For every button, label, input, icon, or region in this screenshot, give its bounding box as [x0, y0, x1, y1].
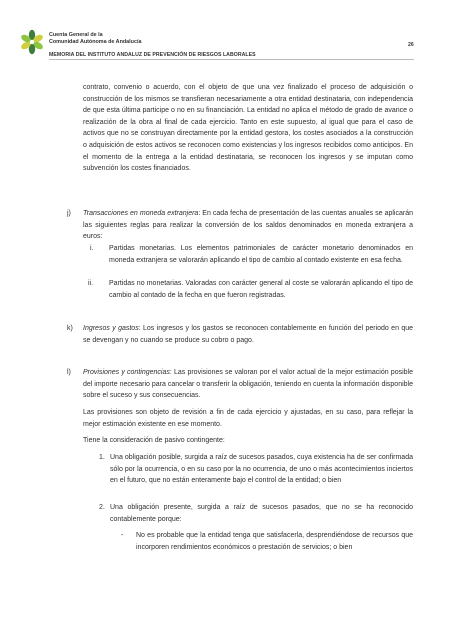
header-subtitle: MEMORIA DEL INSTITUTO ANDALUZ DE PREVENCIÓN DE RIESGOS LABORALES — [49, 52, 256, 58]
logo-icon — [19, 29, 45, 55]
section-l-paragraph — [83, 367, 413, 402]
section-l-item-1-text: Una obligación posible, surgida a raíz de sucesos pasados, cuya existencia ha de ser confirmada sólo por la ocurrencia, o en su caso por la no ocurrencia, de uno o más acontecimientos inciertos en el futuro, que no están enteramente bajo el control de la entidad; o bien — [110, 454, 413, 485]
section-j-item-i-text: Partidas monetarias. Los elementos patrimoniales de carácter monetario denominados en moneda extranjera se valorarán aplicando el tipo de cambio al contado existente en esa fecha. — [109, 245, 413, 264]
section-j-paragraph — [83, 208, 413, 243]
section-l-para2: Las provisiones son objeto de revisión a fin de cada ejercicio y ajustadas, en su caso, para reflejar la mejor estimación existente en ese momento. — [83, 409, 413, 428]
section-k-text: : Los ingresos y los gastos se reconocen contablemente en función del periodo en que se devengan y no cuando se produce su cobro o pago. — [83, 325, 413, 344]
header-org-line2: Comunidad Autónoma de Andalucía — [49, 38, 142, 45]
section-k-label: k) — [67, 325, 73, 332]
section-l-item-2-label: 2. — [99, 504, 105, 511]
section-l-text: : Las provisiones se valoran por el valor actual de la mejor estimación posible del importe necesario para cancelar o transferir la obligación, teniendo en cuenta la información disponible sobre el suceso y sus consecuencias. — [83, 369, 413, 400]
section-j-item-ii-label: ii. — [88, 280, 94, 287]
section-j-item-i-label: i. — [90, 245, 94, 252]
section-j-title: Transacciones en moneda extranjera — [83, 210, 199, 217]
section-k-title: Ingresos y gastos — [83, 325, 139, 332]
section-l-item-2-text: Una obligación presente, surgida a raíz de sucesos pasados, que no se ha reconocido contablemente porque: — [110, 504, 413, 523]
header-divider — [49, 59, 414, 60]
section-j-label: j) — [67, 210, 71, 217]
section-l-title: Provisiones y contingencias — [83, 369, 170, 376]
section-l-item-1-label: 1. — [99, 454, 105, 461]
section-j-text: : En cada fecha de presentación de las cuentas anuales se aplicarán las siguientes reglas para realizar la conversión de los saldos denominados en moneda extranjera a euros: — [83, 210, 413, 241]
page-number: 26 — [408, 42, 414, 48]
header-org-line1: Cuenta General de la — [49, 32, 103, 38]
section-j-item-ii-text: Partidas no monetarias. Valoradas con carácter general al coste se valorarán aplicando el tipo de cambio al contado de la fecha en que fueron registradas. — [109, 280, 413, 299]
section-l-para3: Tiene la consideración de pasivo contingente: — [83, 437, 225, 444]
section-l-subitem-text: No es probable que la entidad tenga que satisfacerla, desprendiéndose de recursos que incorporen rendimientos económicos o prestación de servicios; o bien — [136, 532, 413, 551]
section-k-paragraph — [83, 323, 413, 346]
header-org-title — [49, 32, 141, 45]
intro-paragraph: contrato, convenio o acuerdo, con el objeto de que una vez finalizado el proceso de adquisición o construcción de los mismos se transfieran necesariamente a otra entidad destinataria, con independencia de que esta última participe o no en su financiación. La entidad no aplica el método de grado de avance o realización de la obra al final de cada ejercicio. Tanto en este supuesto, al igual que para el caso de activos que no se construyan directamente por la entidad gestora, los costes asociados a la construcción o adquisición de estos activos se reconocen como existencias y los ingresos recibidos como anticipos. En el momento de la entrega a la entidad destinataria, se reconocen los ingresos y se imputan como subvención los costes financiados. — [83, 84, 413, 173]
section-l-subitem-dash: - — [121, 532, 124, 539]
section-l-label: l) — [67, 369, 71, 376]
